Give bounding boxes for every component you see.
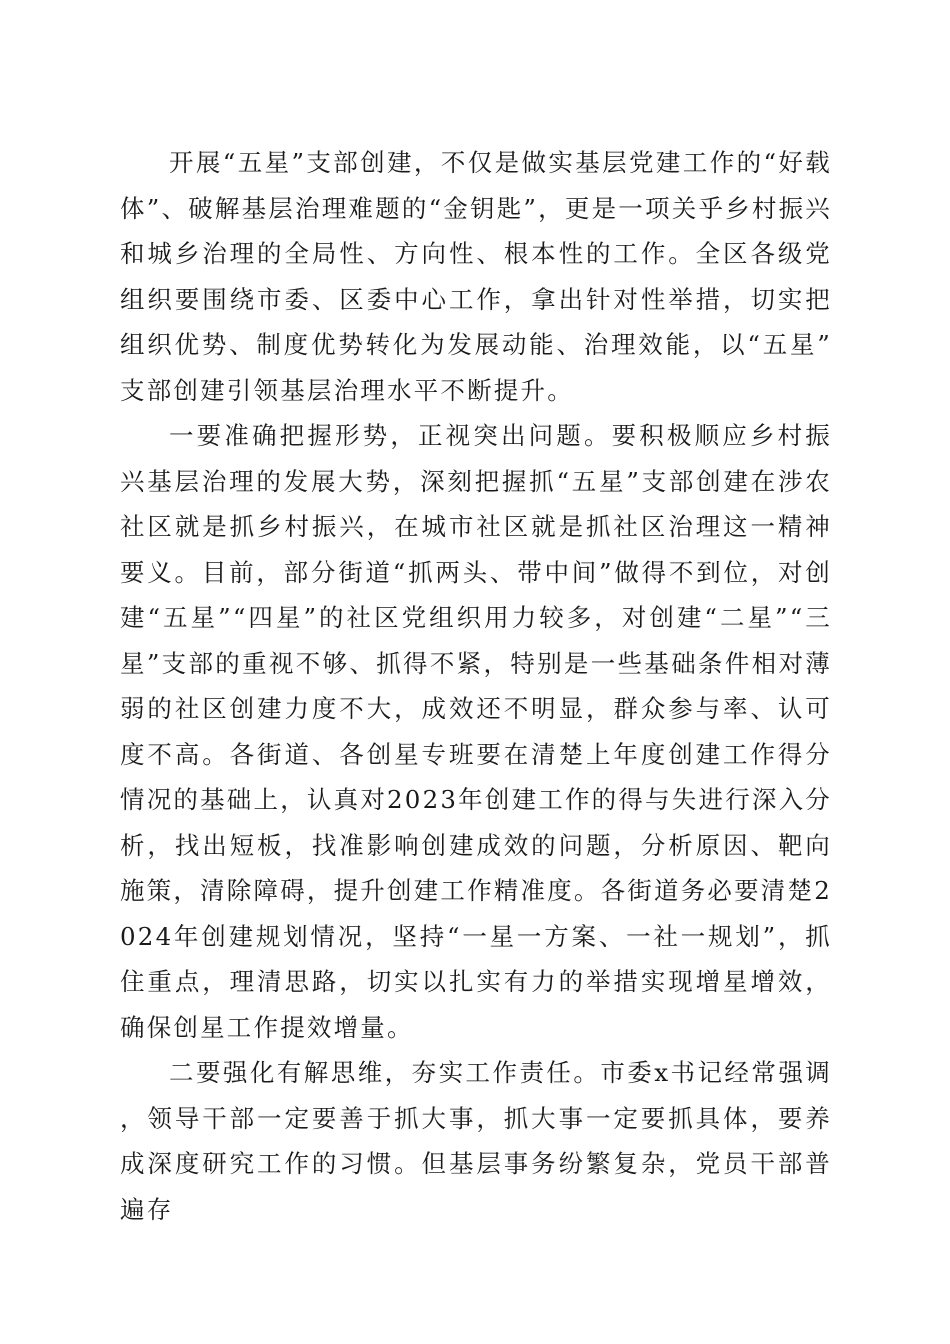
paragraph-point-one: 一要准确把握形势，正视突出问题。要积极顺应乡村振兴基层治理的发展大势，深刻把握抓“五星”支部创建在涉农社区就是抓乡村振兴，在城市社区就是抓社区治理这一精神要义。目前，部分街道“抓两头、带中间”做得不到位，对创建“五星”“四星”的社区党组织用力较多，对创建“二星”“三星”支部的重视不够、抓得不紧，特别是一些基础条件相对薄弱的社区创建力度不大，成效还不明显，群众参与率、认可度不高。各街道、各创星专班要在清楚上年度创建工作得分情况的基础上，认真对2023年创建工作的得与失进行深入分析，找出短板，找准影响创建成效的问题，分析原因、靶向施策，清除障碍，提升创建工作精准度。各街道务必要清楚2024年创建规划情况，坚持“一星一方案、一社一规划”，抓住重点，理清思路，切实以扎实有力的举措实现增星增效，确保创星工作提效增量。: [120, 421, 832, 1042]
document-body: [120, 140, 832, 1232]
paragraph-point-two: 二要强化有解思维，夯实工作责任。市委x书记经常强调，领导干部一定要善于抓大事，抓大事一定要抓具体，要养成深度研究工作的习惯。但基层事务纷繁复杂，党员干部普遍存: [120, 1058, 832, 1224]
paragraph-intro: 开展“五星”支部创建，不仅是做实基层党建工作的“好载体”、破解基层治理难题的“金钥匙”，更是一项关乎乡村振兴和城乡治理的全局性、方向性、根本性的工作。全区各级党组织要围绕市委、区委中心工作，拿出针对性举措，切实把组织优势、制度优势转化为发展动能、治理效能，以“五星”支部创建引领基层治理水平不断提升。: [120, 148, 832, 405]
